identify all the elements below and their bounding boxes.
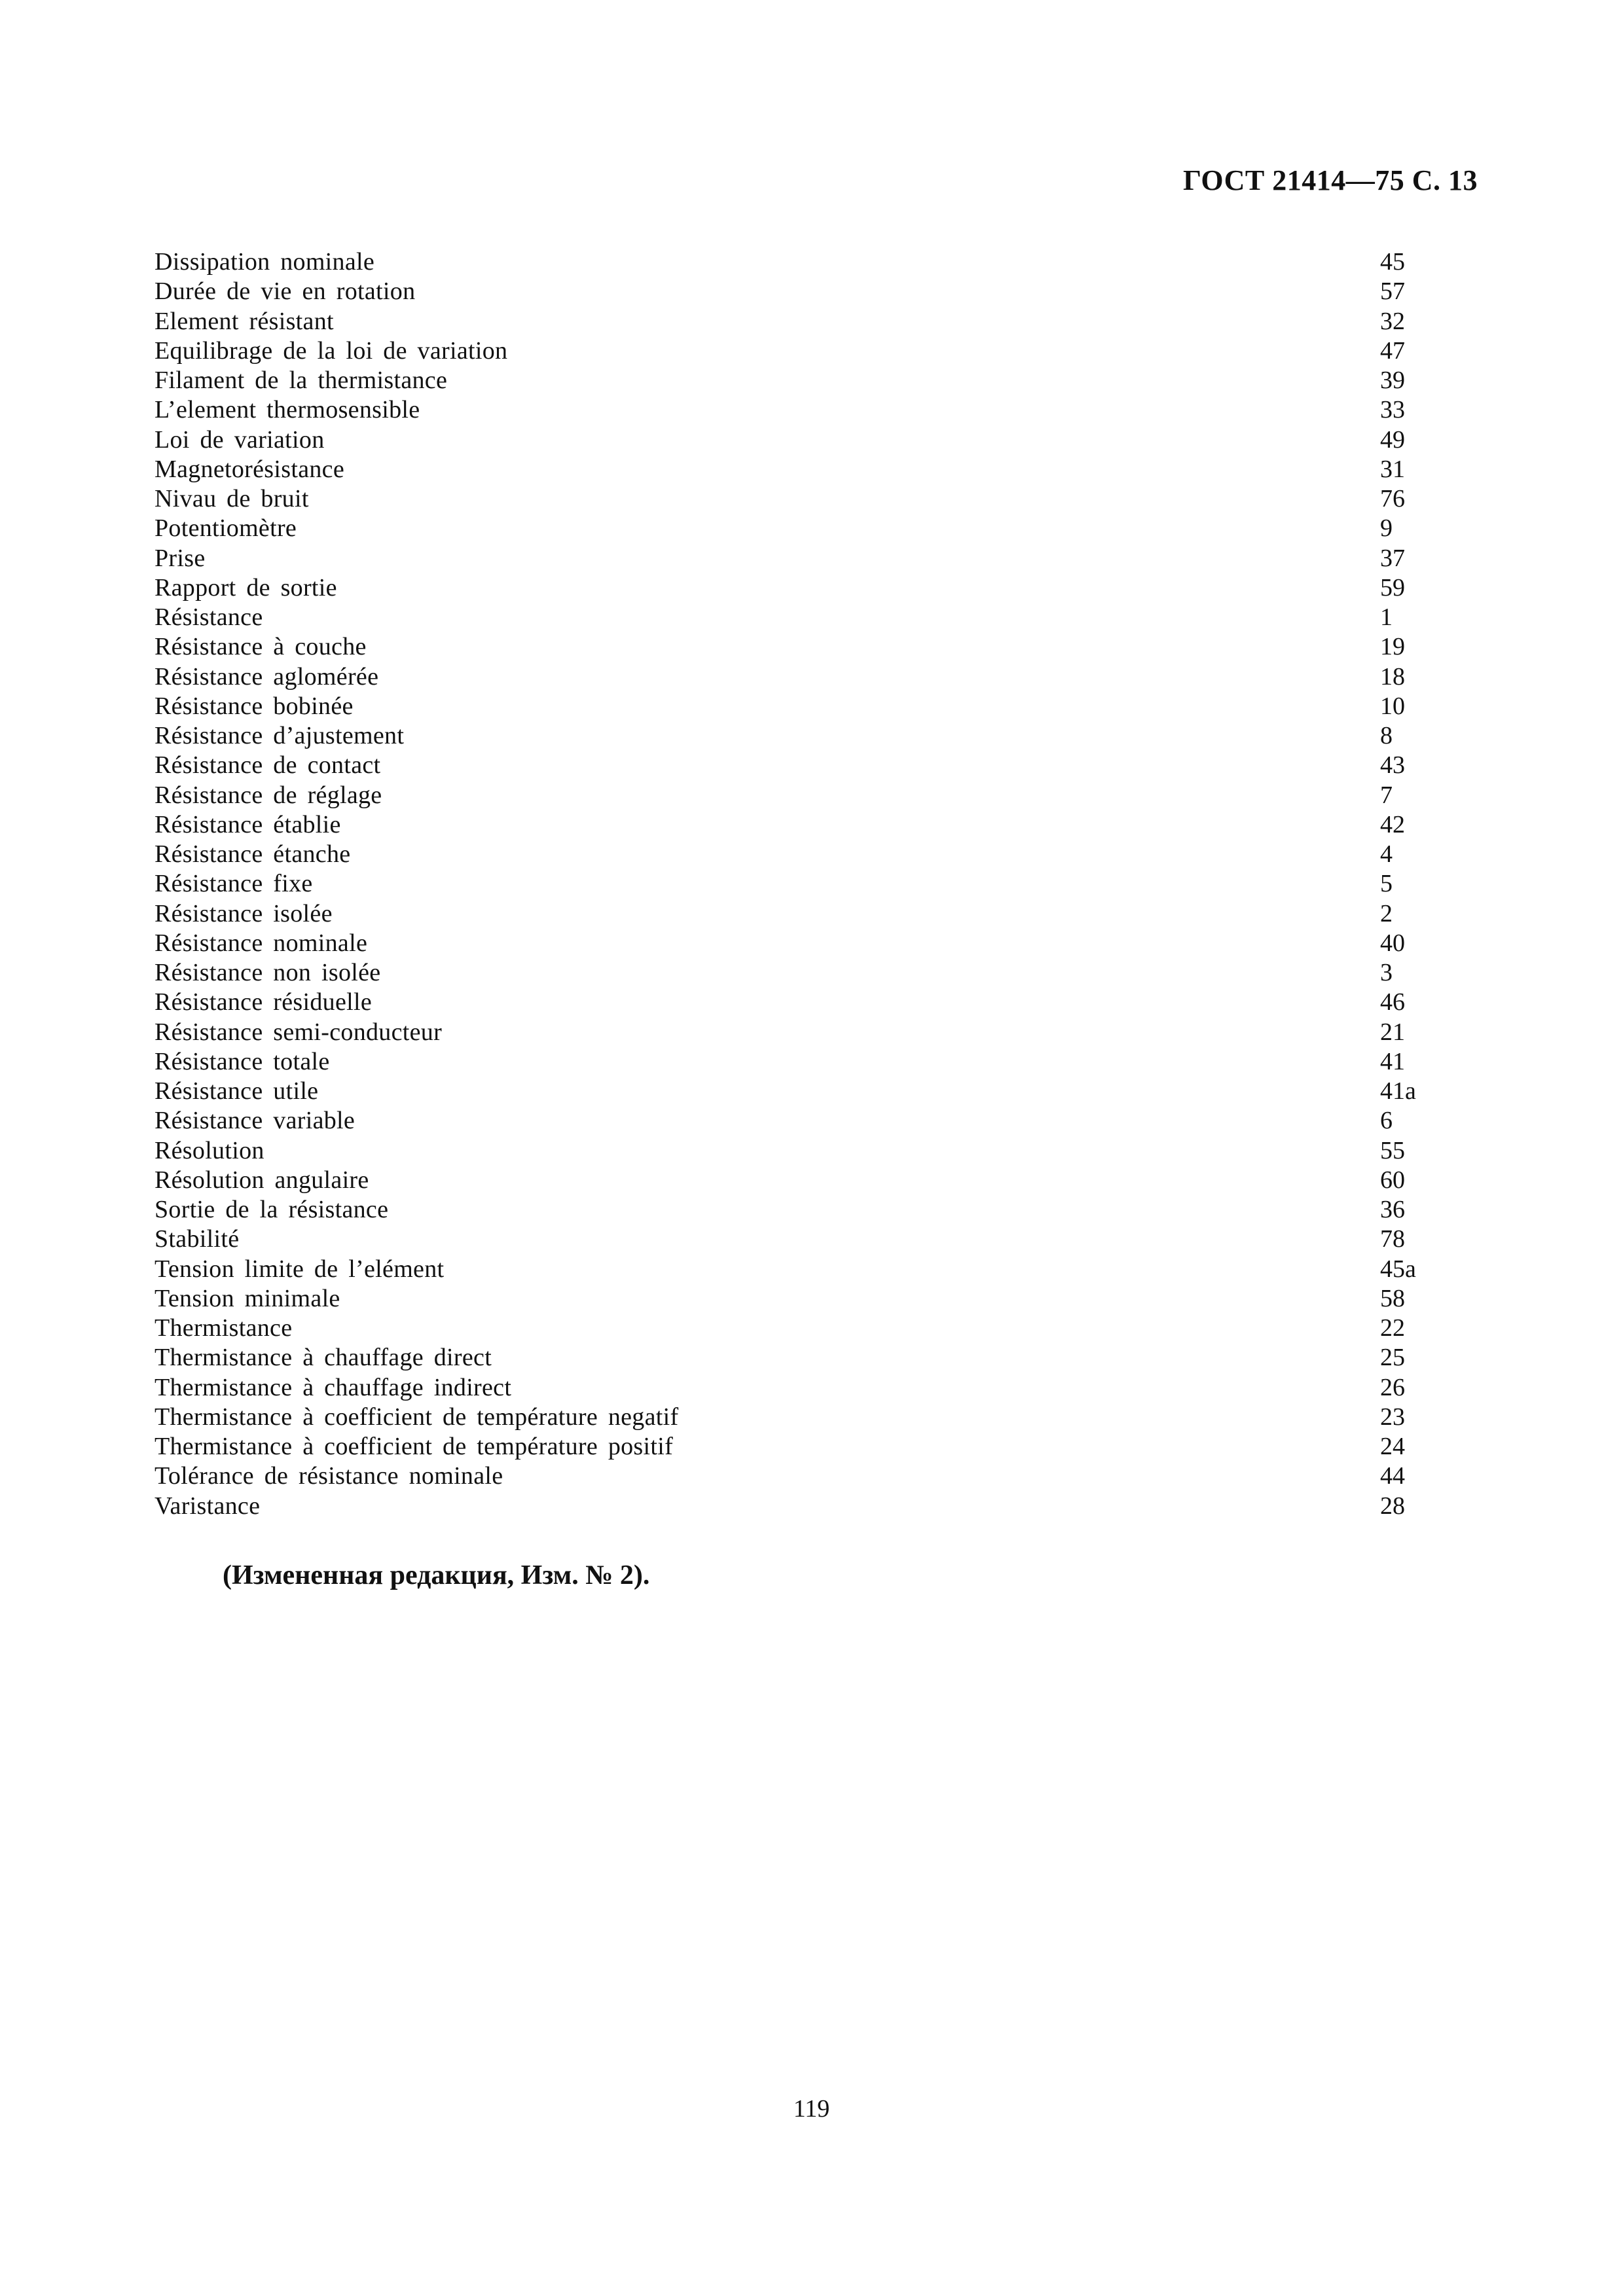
index-term: Equilibrage de la loi de variation: [155, 336, 508, 365]
index-entry: [155, 1047, 1418, 1077]
index-term: Résistance aglomérée: [155, 662, 379, 691]
index-number: 45: [1380, 248, 1405, 276]
index-number: 46: [1380, 988, 1405, 1016]
index-term: Résistance d’ajustement: [155, 722, 405, 749]
index-term: Prise: [155, 544, 206, 572]
index-number: 25: [1380, 1344, 1405, 1372]
index-entry: [155, 721, 1418, 751]
index-term: Thermistance à coefficient de température negatif: [155, 1403, 679, 1431]
index-entry: [155, 781, 1418, 810]
index-entry: [155, 1225, 1418, 1254]
index-number: 47: [1380, 336, 1405, 365]
index-entry: [155, 1373, 1418, 1403]
index-number: 60: [1380, 1166, 1405, 1194]
index-number: 39: [1380, 367, 1405, 394]
index-number: 2: [1380, 899, 1393, 927]
index-number: 33: [1380, 396, 1405, 424]
index-term: L’element thermosensible: [155, 396, 420, 424]
index-number: 44: [1380, 1462, 1405, 1490]
index-entry: [155, 395, 1418, 425]
index-term: Résistance bobinée: [155, 692, 354, 720]
index-term: Résistance nominale: [155, 929, 368, 957]
index-number: 3: [1380, 959, 1393, 986]
index-entry: [155, 544, 1418, 573]
index-number: 9: [1380, 514, 1393, 543]
index-term: Résistance utile: [155, 1077, 319, 1105]
index-number: 57: [1380, 278, 1405, 306]
index-entry: [155, 692, 1418, 721]
index-term: Résistance totale: [155, 1047, 330, 1075]
index-entry: [155, 1492, 1418, 1521]
index-entry: [155, 514, 1418, 543]
index-term: Tolérance de résistance nominale: [155, 1462, 503, 1490]
index-term: Tension limite de l’elément: [155, 1255, 445, 1283]
page-header: ГОСТ 21414—75 С. 13: [1182, 164, 1478, 196]
index-number: 45a: [1380, 1255, 1416, 1283]
index-number: 40: [1380, 929, 1405, 957]
index-number: 8: [1380, 722, 1393, 749]
index-entry: [155, 1195, 1418, 1225]
index-term: Durée de vie en rotation: [155, 278, 416, 306]
index-entry: [155, 1255, 1418, 1284]
index-term: Résistance fixe: [155, 870, 313, 898]
index-term: Résistance non isolée: [155, 959, 381, 986]
index-term: Filament de la thermistance: [155, 367, 448, 394]
index-entry: [155, 899, 1418, 929]
page-number: 119: [793, 2095, 830, 2123]
index-term: Résistance établie: [155, 810, 341, 838]
index-entry: [155, 1106, 1418, 1136]
index-entry: [155, 425, 1418, 455]
index-entry: [155, 1462, 1418, 1491]
index-term: Dissipation nominale: [155, 248, 375, 276]
index-number: 19: [1380, 633, 1405, 661]
index-term: Résistance de réglage: [155, 781, 382, 809]
index-entry: [155, 307, 1418, 336]
index-number: 10: [1380, 692, 1405, 720]
index-number: 41a: [1380, 1077, 1416, 1105]
index-term: Tension minimale: [155, 1284, 340, 1312]
index-entry: [155, 1136, 1418, 1166]
index-number: 24: [1380, 1433, 1405, 1460]
index-term: Résistance: [155, 603, 263, 631]
index-term: Element résistant: [155, 307, 334, 335]
index-number: 7: [1380, 781, 1393, 809]
index-number: 76: [1380, 485, 1405, 512]
index-entry: [155, 603, 1418, 632]
index-term: Loi de variation: [155, 425, 325, 454]
index-term: Résistance étanche: [155, 840, 351, 868]
index-entry: [155, 247, 1418, 277]
index-term: Stabilité: [155, 1225, 240, 1253]
index-term: Thermistance à coefficient de température positif: [155, 1433, 674, 1460]
index-entry: [155, 1018, 1418, 1047]
index-entry: [155, 662, 1418, 692]
index-term: Résistance à couche: [155, 633, 367, 661]
index-number: 4: [1380, 840, 1393, 868]
index-number: 31: [1380, 455, 1405, 483]
index-number: 22: [1380, 1314, 1405, 1342]
index-entry: [155, 1166, 1418, 1195]
index-entry: [155, 632, 1418, 662]
index-number: 78: [1380, 1225, 1405, 1253]
index-entry: [155, 958, 1418, 988]
index-term: Nivau de bruit: [155, 485, 309, 512]
index-number: 36: [1380, 1196, 1405, 1223]
index-number: 37: [1380, 544, 1405, 572]
index-term: Varistance: [155, 1492, 261, 1520]
index-entry: [155, 1343, 1418, 1372]
index-entry: [155, 1284, 1418, 1314]
revision-note: (Измененная редакция, Изм. № 2).: [223, 1560, 650, 1590]
index-number: 21: [1380, 1018, 1405, 1046]
index-entry: [155, 751, 1418, 780]
index-entry: [155, 929, 1418, 958]
index-entry: [155, 810, 1418, 840]
index-entry: [155, 840, 1418, 869]
term-index-list: [155, 247, 1418, 1521]
index-number: 58: [1380, 1284, 1405, 1312]
index-term: Résistance isolée: [155, 899, 333, 927]
index-number: 42: [1380, 810, 1405, 838]
index-number: 18: [1380, 662, 1405, 691]
index-term: Résolution angulaire: [155, 1166, 369, 1194]
index-number: 6: [1380, 1107, 1393, 1135]
index-number: 49: [1380, 425, 1405, 454]
index-term: Résistance semi-conducteur: [155, 1018, 443, 1046]
index-term: Potentiomètre: [155, 514, 297, 543]
index-number: 43: [1380, 751, 1405, 780]
index-term: Sortie de la résistance: [155, 1196, 389, 1223]
index-entry: [155, 336, 1418, 366]
index-number: 26: [1380, 1373, 1405, 1401]
index-entry: [155, 1403, 1418, 1432]
index-number: 41: [1380, 1047, 1405, 1075]
index-term: Rapport de sortie: [155, 573, 337, 601]
index-number: 23: [1380, 1403, 1405, 1431]
index-term: Résolution: [155, 1136, 264, 1164]
index-number: 28: [1380, 1492, 1405, 1520]
index-number: 55: [1380, 1136, 1405, 1164]
index-entry: [155, 988, 1418, 1017]
index-entry: [155, 1432, 1418, 1462]
index-number: 32: [1380, 307, 1405, 335]
index-number: 5: [1380, 870, 1393, 898]
index-entry: [155, 869, 1418, 899]
index-number: 59: [1380, 573, 1405, 601]
index-term: Thermistance: [155, 1314, 293, 1342]
index-entry: [155, 573, 1418, 603]
index-entry: [155, 1314, 1418, 1343]
index-entry: [155, 455, 1418, 484]
index-term: Thermistance à chauffage direct: [155, 1344, 492, 1372]
index-term: Résistance variable: [155, 1107, 356, 1135]
index-term: Résistance de contact: [155, 751, 381, 780]
index-entry: [155, 277, 1418, 306]
index-entry: [155, 1077, 1418, 1106]
index-number: 1: [1380, 603, 1393, 631]
index-entry: [155, 484, 1418, 514]
index-term: Magnetorésistance: [155, 455, 344, 483]
index-term: Résistance résiduelle: [155, 988, 373, 1016]
index-term: Thermistance à chauffage indirect: [155, 1373, 512, 1401]
index-entry: [155, 366, 1418, 395]
